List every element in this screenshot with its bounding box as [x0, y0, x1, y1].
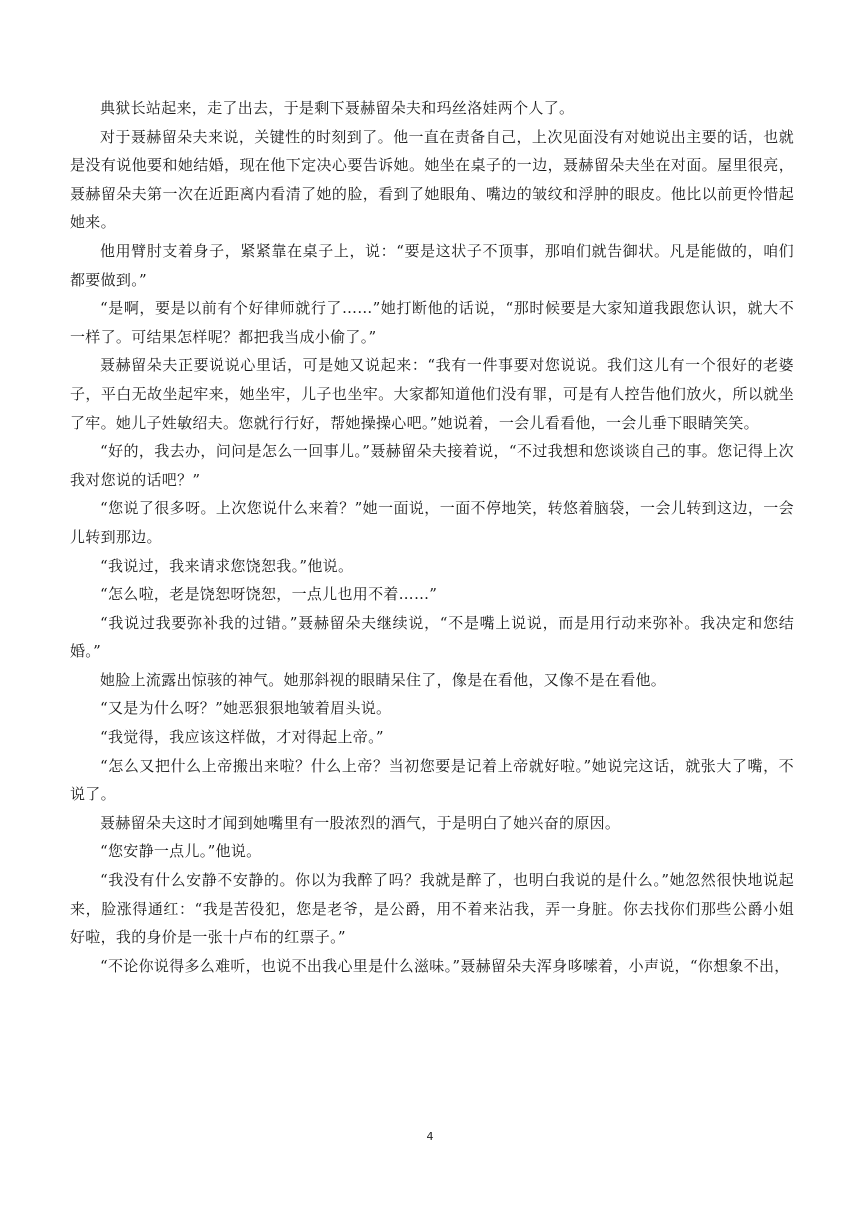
paragraph: “好的，我去办，问问是怎么一回事儿。”聂赫留朵夫接着说，“不过我想和您谈谈自己的事。您记得上次我对您说的话吧？” [70, 442, 794, 489]
paragraph: 聂赫留朵夫这时才闻到她嘴里有一股浓烈的酒气，于是明白了她兴奋的原因。 [100, 813, 621, 832]
paragraph: 对于聂赫留朵夫来说，关键性的时刻到了。他一直在责备自己，上次见面没有对她说出主要的话，也就是没有说他要和她结婚，现在他下定决心要告诉她。她坐在桌子的一边，聂赫留朵夫坐在对面。屋里很亮，聂赫留朵夫第一次在近距离内看清了她的脸，看到了她眼角、嘴边的皱纹和浮肿的眼皮。他比以前更怜惜起她来。 [70, 127, 794, 232]
paragraph: “我觉得，我应该这样做，才对得起上帝。” [100, 728, 384, 747]
paragraph: “我说过，我来请求您饶恕我。”他说。 [100, 556, 354, 575]
page-number: 4 [426, 1130, 434, 1143]
paragraph: “您说了很多呀。上次您说什么来着？”她一面说，一面不停地笑，转悠着脑袋，一会儿转到这边，一会儿转到那边。 [70, 499, 794, 546]
paragraph: “我没有什么安静不安静的。你以为我醉了吗？我就是醉了，也明白我说的是什么。”她忽然很快地说起来，脸涨得通红：“我是苦役犯，您是老爷，是公爵，用不着来沾我，弄一身脏。你去找你们那些公爵小姐好啦，我的身价是一张十卢布的红票子。” [70, 871, 794, 947]
paragraph: “您安静一点儿。”他说。 [100, 842, 262, 861]
paragraph: “怎么啦，老是饶恕呀饶恕，一点儿也用不着……” [100, 585, 438, 604]
body-text [70, 94, 794, 980]
paragraph: 她脸上流露出惊骇的神气。她那斜视的眼睛呆住了，像是在看他，又像不是在看他。 [100, 670, 667, 689]
paragraph: “不论你说得多么难听，也说不出我心里是什么滋味。”聂赫留朵夫浑身哆嗦着，小声说，“你想象不出， [100, 956, 790, 975]
paragraph: 典狱长站起来，走了出去，于是剩下聂赫留朵夫和玛丝洛娃两个人了。 [100, 99, 575, 117]
paragraph: 他用臂肘支着身子，紧紧靠在桌子上，说：“要是这状子不顶事，那咱们就告御状。凡是能做的，咱们都要做到。” [70, 241, 794, 289]
paragraph: “我说过我要弥补我的过错。”聂赫留朵夫继续说，“不是嘴上说说，而是用行动来弥补。我决定和您结婚。” [70, 613, 794, 661]
paragraph: “是啊，要是以前有个好律师就行了……”她打断他的话说，“那时候要是大家知道我跟您认识，就大不一样了。可结果怎样呢？都把我当成小偷了。” [70, 299, 794, 346]
paragraph: “怎么又把什么上帝搬出来啦？什么上帝？当初您要是记着上帝就好啦。”她说完这话，就张大了嘴，不说了。 [70, 756, 794, 804]
paragraph: 聂赫留朵夫正要说说心里话，可是她又说起来：“我有一件事要对您说说。我们这儿有一个很好的老婆子，平白无故坐起牢来，她坐牢，儿子也坐牢。大家都知道他们没有罪，可是有人控告他们放火，所以就坐了牢。她儿子姓敏绍夫。您就行行好，帮她操操心吧。”她说着，一会儿看看他，一会儿垂下眼睛笑笑。 [70, 356, 794, 432]
paragraph: “又是为什么呀？”她恶狠狠地皱着眉头说。 [100, 699, 392, 718]
